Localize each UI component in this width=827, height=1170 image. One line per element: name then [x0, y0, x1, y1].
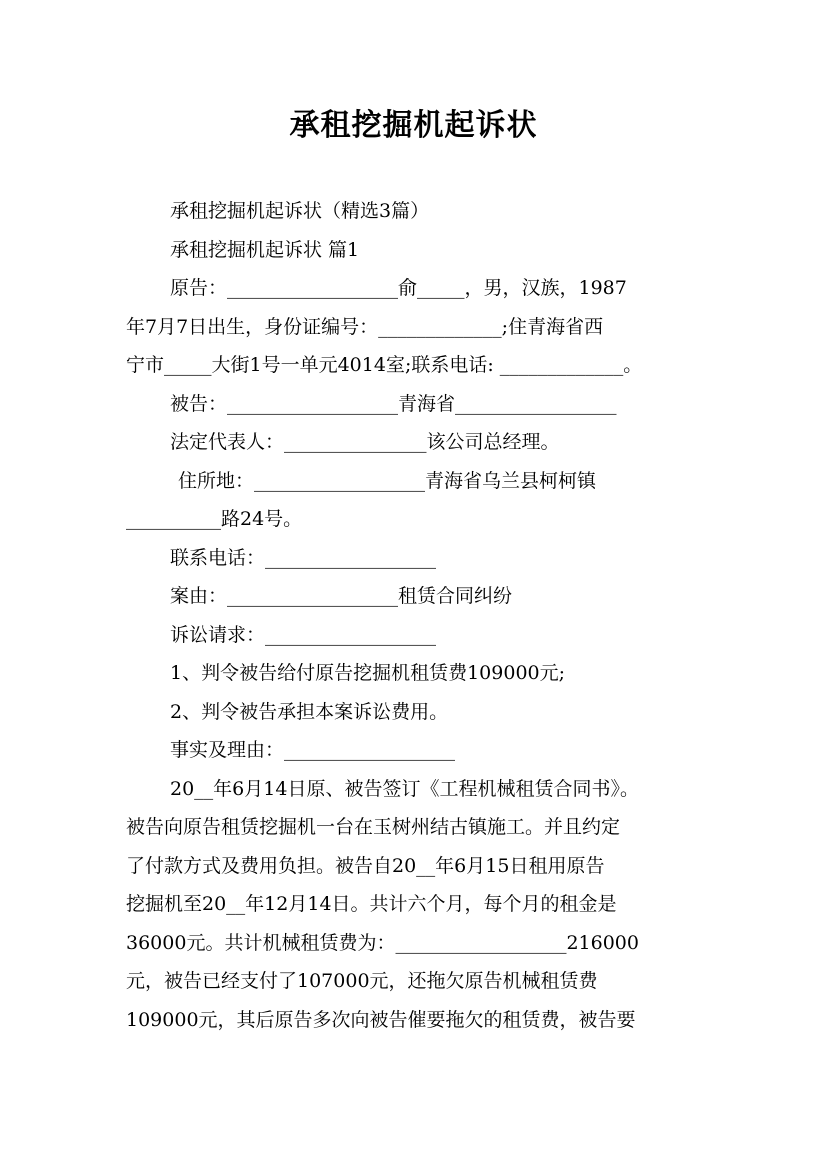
body-line: 1、判令被告给付原告挖掘机租赁费109000元;: [170, 662, 566, 684]
body-line: 2、判令被告承担本案诉讼费用。: [170, 700, 449, 723]
body-line: 原告：__________________俞_____，男，汉族，1987: [170, 277, 627, 299]
body-line: 被告：__________________青海省_________________: [170, 392, 617, 415]
body-line: 年7月7日出生，身份证编号：_____________;住青海省西: [126, 315, 604, 338]
body-line: 法定代表人：_______________该公司总经理。: [170, 431, 560, 453]
body-line: 案由：__________________租赁合同纠纷: [170, 585, 513, 607]
body-line: 承租挖掘机起诉状（精选3篇）: [170, 200, 430, 222]
body-line: 36000元。共计机械租赁费为：__________________216000: [126, 931, 639, 954]
body-line: 承租挖掘机起诉状 篇1: [170, 238, 360, 261]
body-line: 元，被告已经支付了107000元，还拖欠原告机械租赁费: [126, 970, 598, 992]
body-line: 宁市_____大街1号一单元4014室;联系电话: _____________。: [126, 354, 643, 376]
body-line: 住所地：__________________青海省乌兰县柯柯镇: [178, 469, 597, 492]
body-line: 20__年6月14日原、被告签订《工程机械租赁合同书》。: [170, 777, 639, 800]
body-line: 挖掘机至20__年12月14日。共计六个月，每个月的租金是: [126, 893, 617, 915]
body-line: 诉讼请求：__________________: [170, 623, 437, 646]
body-line: 联系电话：__________________: [170, 546, 437, 569]
body-line: __________路24号。: [126, 508, 303, 530]
document-body: [126, 192, 726, 1039]
body-line: 了付款方式及费用负担。被告自20__年6月15日租用原告: [126, 854, 605, 877]
body-line: 事实及理由：__________________: [170, 739, 456, 761]
document-title: 承租挖掘机起诉状: [289, 108, 538, 143]
body-line: 109000元，其后原告多次向被告催要拖欠的租赁费，被告要: [126, 1008, 636, 1031]
body-line: 被告向原告租赁挖掘机一台在玉树州结古镇施工。并且约定: [126, 816, 621, 838]
